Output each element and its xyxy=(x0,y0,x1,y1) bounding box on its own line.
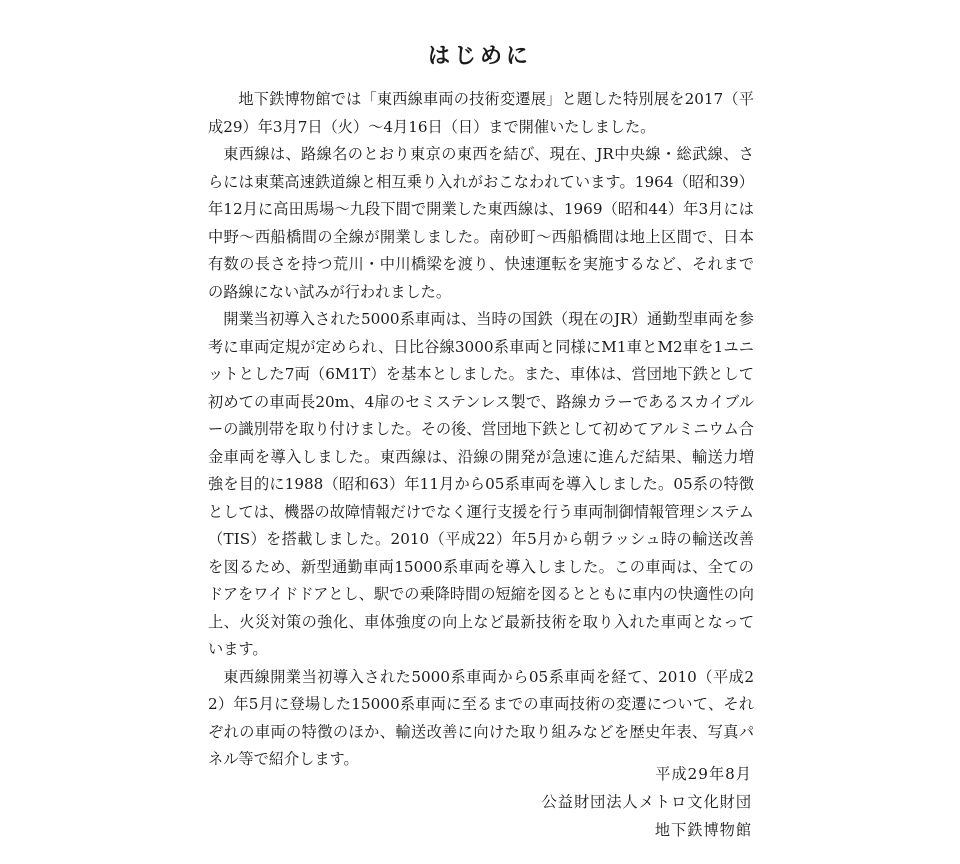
body-text xyxy=(208,86,754,774)
paragraph-tozai-line-history: 東西線は、路線名のとおり東京の東西を結び、現在、JR中央線・総武線、さらには東葉高速鉄道線と相互乗り入れがおこなわれています。1964（昭和39）年12月に高田馬場～九段下間で開業した東西線は、1969（昭和44）年3月には中野～西船橋間の全線が開業しました。南砂町～西船橋間は地上区間で、日本有数の長さを持つ荒川・中川橋梁を渡り、快速運転を実施するなど、それまでの路線にない試みが行われました。 xyxy=(208,145,754,301)
signature-organization: 公益財団法人メトロ文化財団 xyxy=(541,793,752,811)
signature-date: 平成29年8月 xyxy=(655,765,752,783)
paragraph-vehicle-history: 開業当初導入された5000系車両は、当時の国鉄（現在のJR）通勤型車両を参考に車両定規が定められ、日比谷線3000系車両と同様にM1車とM2車を1ユニットとした7両（6M1T）を基本としました。また、車体は、営団地下鉄として初めての車両長20m、4扉のセミステンレス製で、路線カラーであるスカイブルーの識別帯を取り付けました。その後、営団地下鉄として初めてアルミニウム合金車両を導入しました。東西線は、沿線の開発が急速に進んだ結果、輸送力増強を目的に1988（昭和63）年11月から05系車両を導入しました。05系の特徴としては、機器の故障情報だけでなく運行支援を行う車両制御情報管理システム（TIS）を搭載しました。2010（平成22）年5月から朝ラッシュ時の輸送改善を図るため、新型通勤車両15000系車両を導入しました。この車両は、全てのドアをワイドドアとし、駅での乗降時間の短縮を図るとともに車内の快適性の向上、火災対策の強化、車体強度の向上など最新技術を取り入れた車両となっています。 xyxy=(208,310,754,658)
page-title: はじめに xyxy=(427,42,532,69)
paragraph-intro: 地下鉄博物館では「東西線車両の技術変遷展」と題した特別展を2017（平成29）年3月7日（火）～4月16日（日）まで開催いたしました。 xyxy=(208,90,754,136)
signature-block xyxy=(542,760,752,844)
paragraph-exhibition-summary: 東西線開業当初導入された5000系車両から05系車両を経て、2010（平成22）年5月に登場した15000系車両に至るまでの車両技術の変遷について、それぞれの車両の特徴のほか、輸送改善に向けた取り組みなどを歴史年表、写真パネル等で紹介します。 xyxy=(208,667,754,768)
signature-museum: 地下鉄博物館 xyxy=(654,821,752,839)
